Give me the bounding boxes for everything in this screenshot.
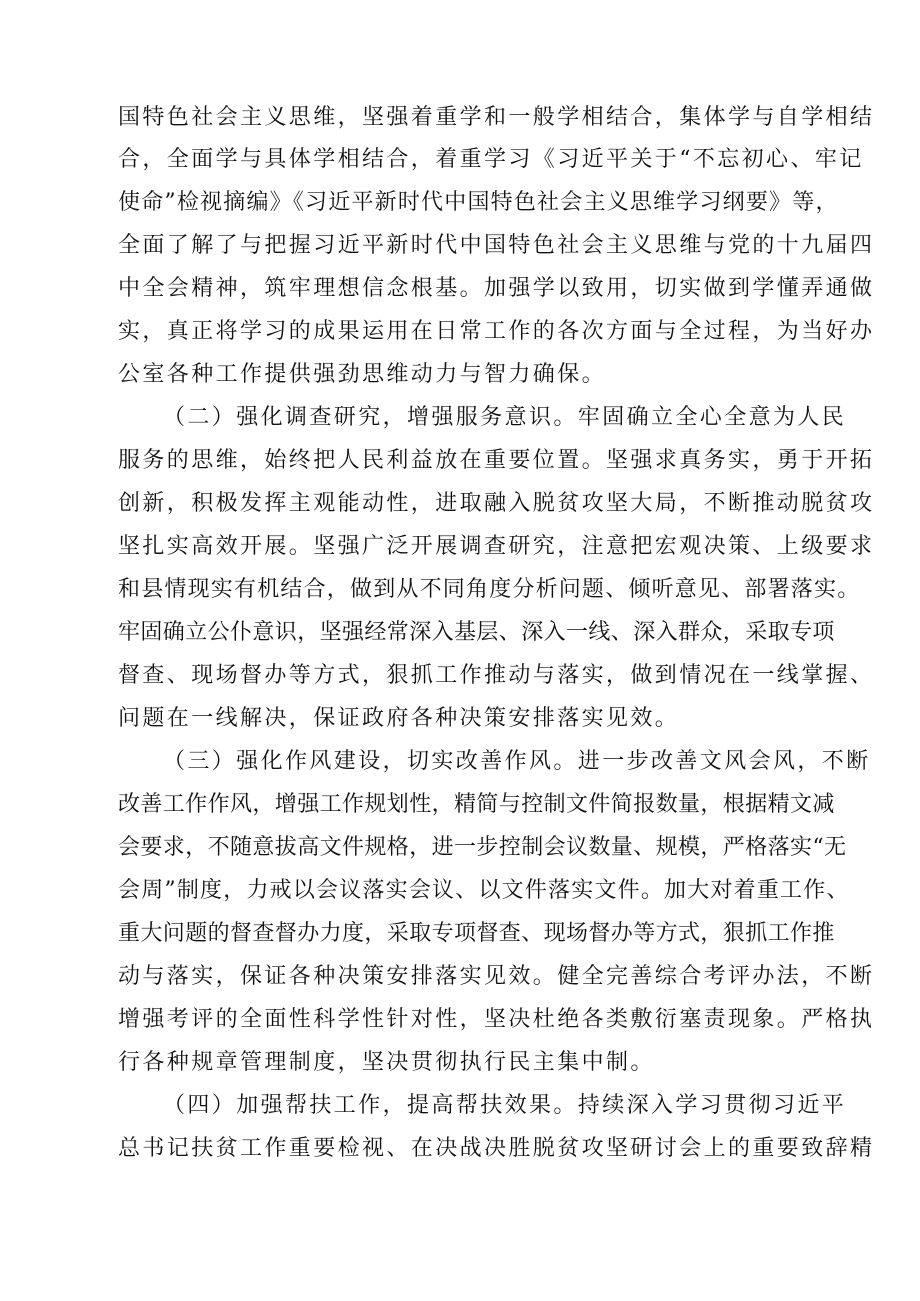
paragraph-heading-4: （四）加强帮扶工作，提高帮扶效果。持续深入学习贯彻习近平 <box>163 1093 847 1118</box>
paragraph-heading-3: （三）强化作风建设，切实改善作风。进一步改善文风会风，不断 <box>163 749 871 774</box>
text-line: 中全会精神，筑牢理想信念根基。加强学以致用，切实做到学懂弄通做 <box>118 276 875 301</box>
text-line: 公室各种工作提供强劲思维动力与智力确保。 <box>118 362 607 387</box>
text-line: 总书记扶贫工作重要检视、在决战决胜脱贫攻坚研讨会上的重要致辞精 <box>118 1136 875 1161</box>
text-line: 问题在一线解决，保证政府各种决策安排落实见效。 <box>118 706 680 731</box>
text-line: 合，全面学与具体学相结合，着重学习《习近平关于“不忘初心、牢记 <box>118 147 864 172</box>
paragraph-heading-2: （二）强化调查研究，增强服务意识。牢固确立全心全意为人民 <box>163 405 847 430</box>
text-line: 重大问题的督查督办力度，采取专项督查、现场督办等方式，狠抓工作推 <box>118 921 835 946</box>
text-line: 实，真正将学习的成果运用在日常工作的各次方面与全过程，为当好办 <box>118 319 875 344</box>
text-line: 动与落实，保证各种决策安排落实见效。健全完善综合考评办法，不断 <box>118 964 875 989</box>
text-line: 创新，积极发挥主观能动性，进取融入脱贫攻坚大局，不断推动脱贫攻 <box>118 491 875 516</box>
text-line: 全面了解了与把握习近平新时代中国特色社会主义思维与党的十九届四 <box>118 233 875 258</box>
text-line: 改善工作作风，增强工作规划性，精简与控制文件简报数量，根据精文减 <box>118 792 835 817</box>
text-line: 牢固确立公仆意识，坚强经常深入基层、深入一线、深入群众，采取专项 <box>118 620 835 645</box>
text-line: 使命”检视摘编》《习近平新时代中国特色社会主义思维学习纲要》等， <box>118 190 839 215</box>
text-line: 坚扎实高效开展。坚强广泛开展调查研究，注意把宏观决策、上级要求 <box>118 534 875 559</box>
text-line: 会周”制度，力戒以会议落实会议、以文件落实文件。加大对着重工作、 <box>118 878 850 903</box>
text-line: 国特色社会主义思维，坚强着重学和一般学相结合，集体学与自学相结 <box>118 105 875 130</box>
text-line: 增强考评的全面性科学性针对性，坚决杜绝各类敷衍塞责现象。严格执 <box>118 1007 875 1032</box>
text-line: 督查、现场督办等方式，狠抓工作推动与落实，做到情况在一线掌握、 <box>118 663 875 688</box>
text-line: 服务的思维，始终把人民利益放在重要位置。坚强求真务实，勇于开拓 <box>118 448 875 473</box>
text-line: 行各种规章管理制度，坚决贯彻执行民主集中制。 <box>118 1050 655 1075</box>
text-line: 会要求，不随意拔高文件规格，进一步控制会议数量、规模，严格落实“无 <box>118 835 847 860</box>
text-line: 和县情现实有机结合，做到从不同角度分析问题、倾听意见、部署落实。 <box>118 577 861 602</box>
